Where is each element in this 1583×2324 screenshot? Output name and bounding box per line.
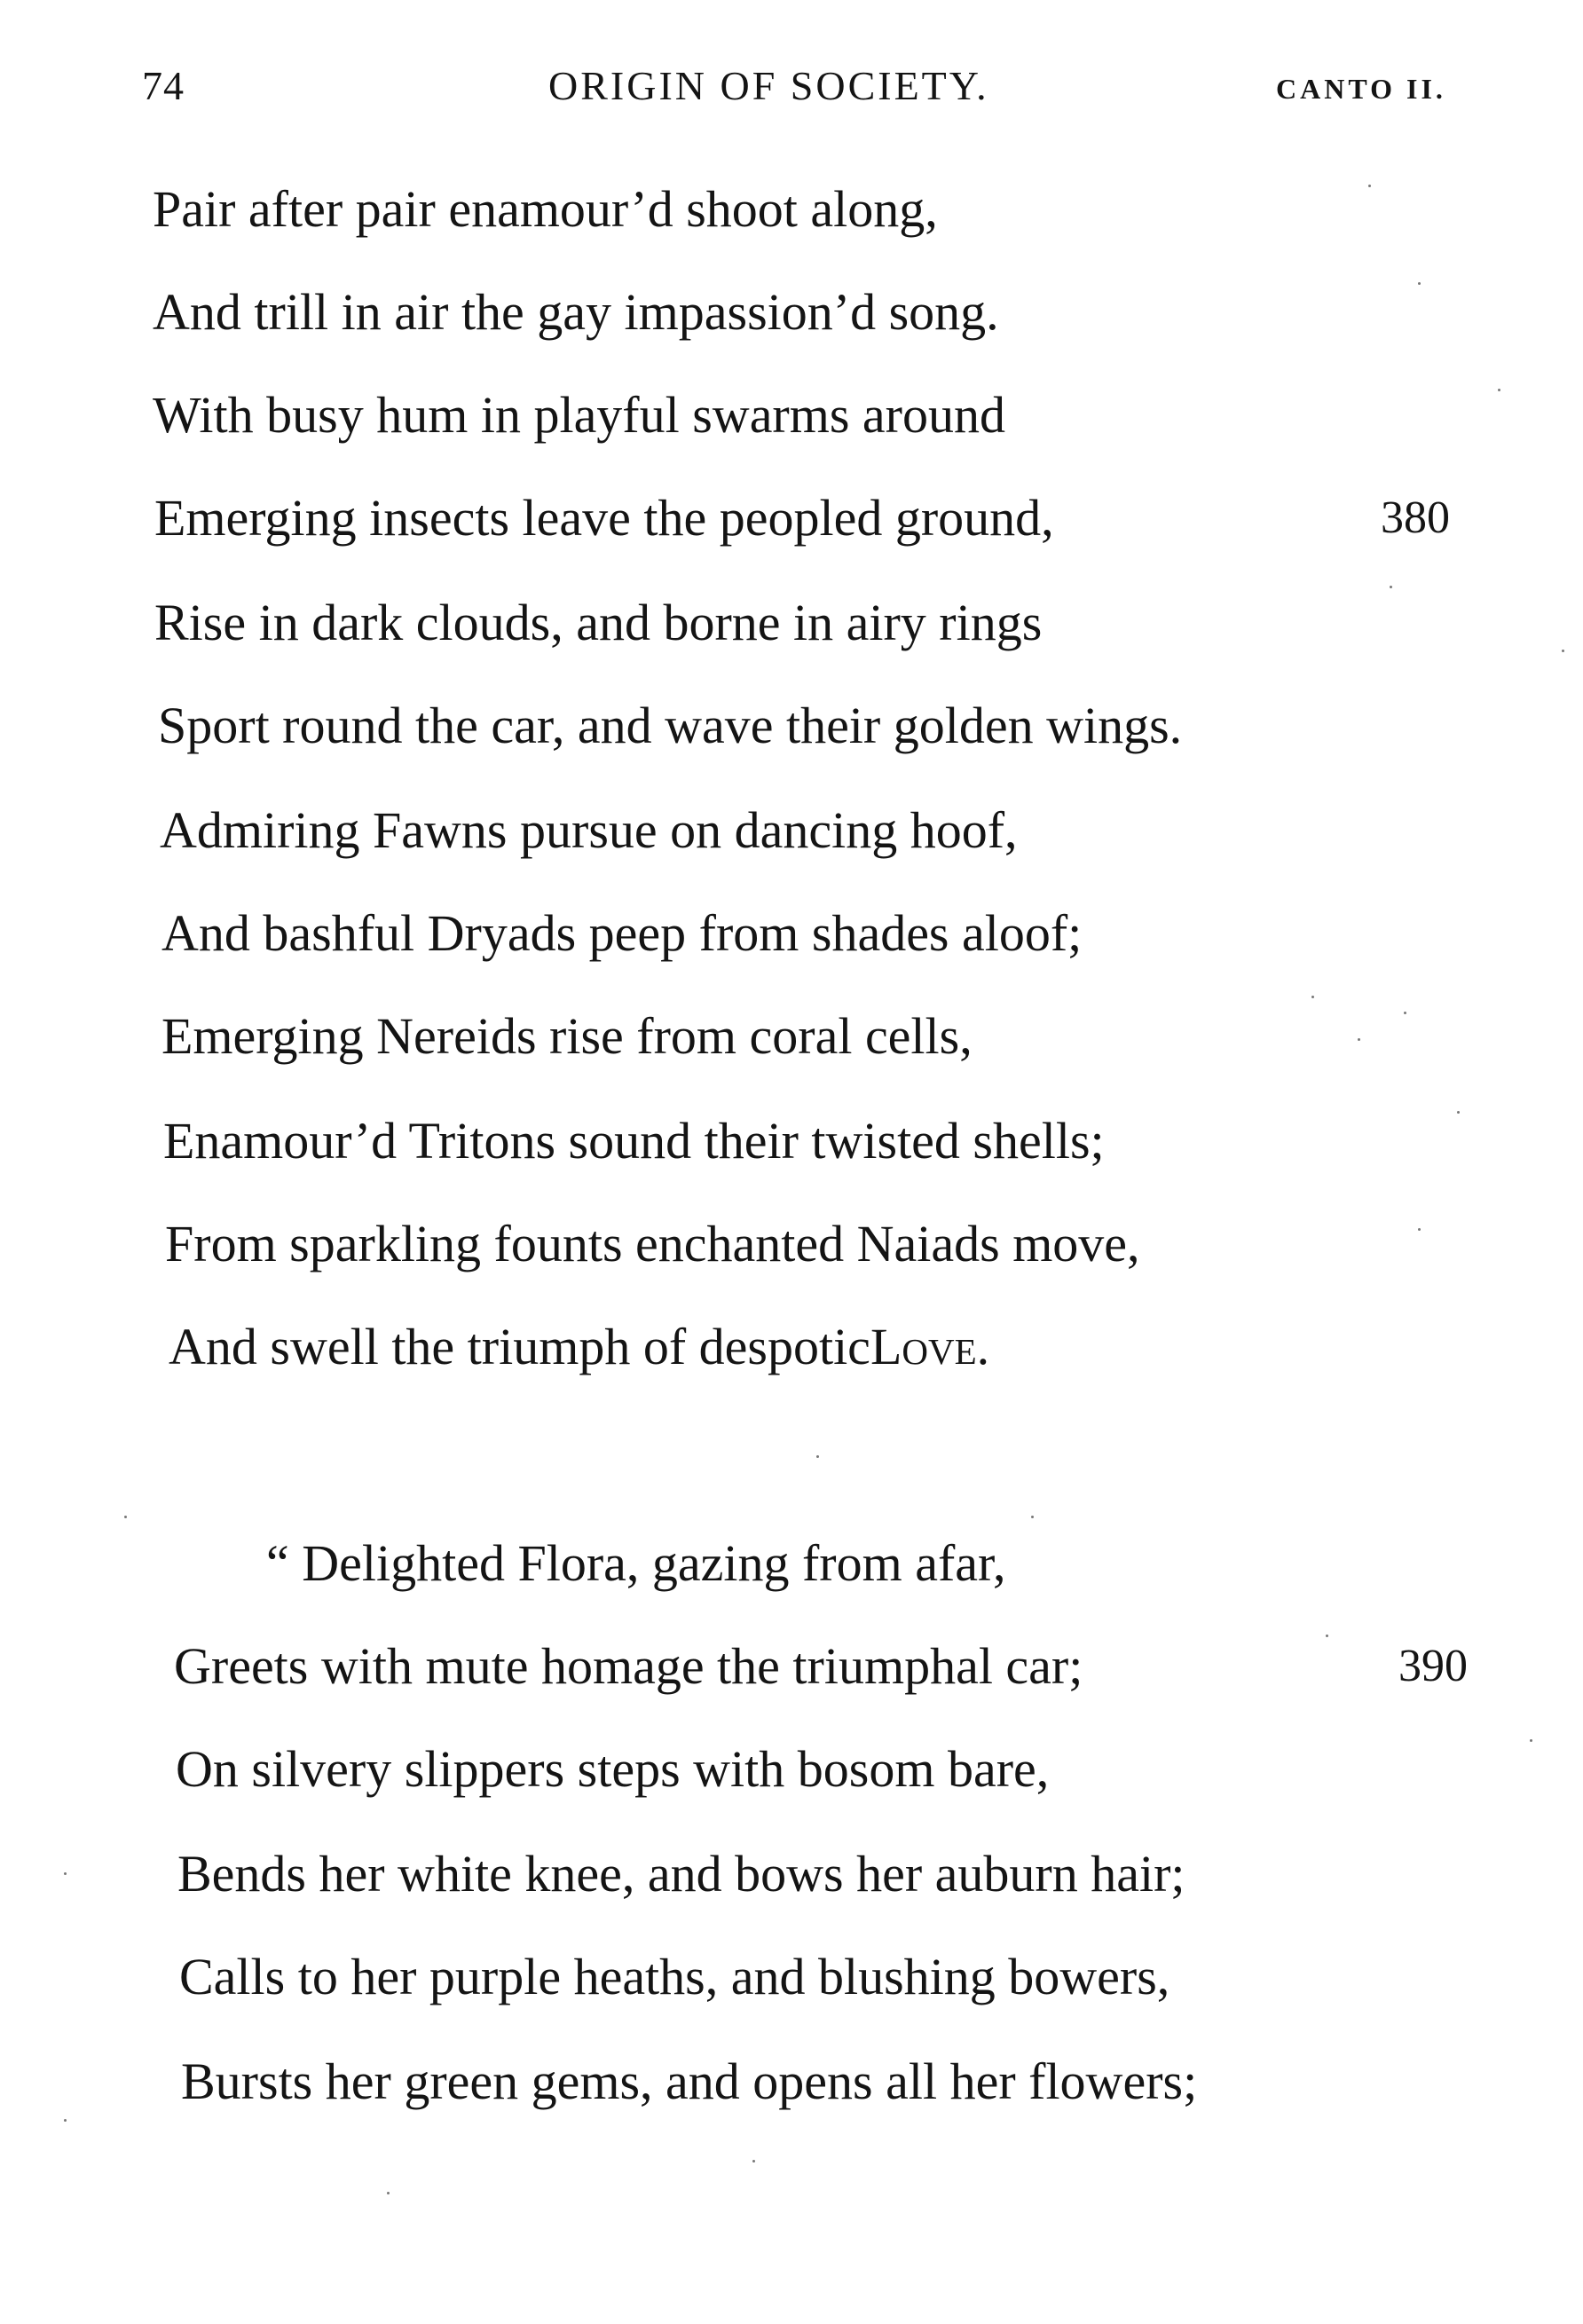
verse-line: And trill in air the gay impassion’d song. bbox=[153, 283, 999, 341]
paper-speck bbox=[64, 2119, 67, 2122]
paper-speck bbox=[1418, 282, 1421, 285]
verse-line: With busy hum in playful swarms around bbox=[153, 386, 1005, 444]
page-header bbox=[0, 62, 1583, 133]
paper-speck bbox=[124, 1516, 127, 1518]
verse-line: “ Delighted Flora, gazing from afar, bbox=[266, 1534, 1006, 1592]
paper-speck bbox=[1404, 1012, 1406, 1014]
paper-speck bbox=[1530, 1739, 1532, 1742]
verse-line: From sparkling founts enchanted Naiads move, bbox=[165, 1215, 1140, 1272]
verse-line: Emerging insects leave the peopled ground, bbox=[154, 489, 1054, 547]
paper-speck bbox=[387, 2192, 390, 2194]
verse-line: Enamour’d Tritons sound their twisted shells; bbox=[163, 1112, 1105, 1170]
paper-speck bbox=[1368, 185, 1371, 187]
verse-line: Admiring Fawns pursue on dancing hoof, bbox=[160, 801, 1018, 859]
line-number-380: 380 bbox=[1381, 492, 1450, 543]
line-number-390: 390 bbox=[1398, 1641, 1468, 1691]
paper-speck bbox=[64, 1872, 67, 1875]
paper-speck bbox=[752, 2160, 755, 2163]
canto-label: CANTO II. bbox=[1276, 73, 1446, 105]
verse-line: And bashful Dryads peep from shades aloof; bbox=[161, 904, 1083, 962]
verse-line: Pair after pair enamour’d shoot along, bbox=[153, 180, 938, 238]
paper-speck bbox=[1311, 996, 1314, 998]
paper-speck bbox=[1418, 1228, 1421, 1231]
verse-line: Bends her white knee, and bows her auburn hair; bbox=[177, 1845, 1185, 1903]
paper-speck bbox=[816, 1455, 819, 1458]
paper-speck bbox=[1457, 1111, 1460, 1114]
verse-line: On silvery slippers steps with bosom bare, bbox=[176, 1740, 1050, 1798]
verse-line: And swell the triumph of despoticLove. bbox=[169, 1303, 989, 1391]
love-emphasis: Love. bbox=[870, 1318, 990, 1375]
verse-line: Sport round the car, and wave their golden wings. bbox=[158, 697, 1183, 754]
paper-speck bbox=[1358, 1038, 1360, 1041]
running-title: ORIGIN OF SOCIETY. bbox=[548, 63, 989, 108]
paper-speck bbox=[1326, 1635, 1328, 1637]
verse-line: Calls to her purple heaths, and blushing bowers, bbox=[179, 1948, 1170, 2005]
page-number: 74 bbox=[142, 63, 185, 108]
verse-line: Emerging Nereids rise from coral cells, bbox=[161, 1007, 973, 1065]
paper-speck bbox=[1498, 389, 1500, 391]
verse-line: Rise in dark clouds, and borne in airy rings bbox=[154, 594, 1043, 651]
paper-speck bbox=[1390, 586, 1392, 588]
verse-line: Bursts her green gems, and opens all her flowers; bbox=[181, 2052, 1198, 2110]
paper-speck bbox=[1562, 650, 1564, 652]
verse-line: Greets with mute homage the triumphal car; bbox=[174, 1637, 1083, 1695]
paper-speck bbox=[1031, 1516, 1034, 1518]
